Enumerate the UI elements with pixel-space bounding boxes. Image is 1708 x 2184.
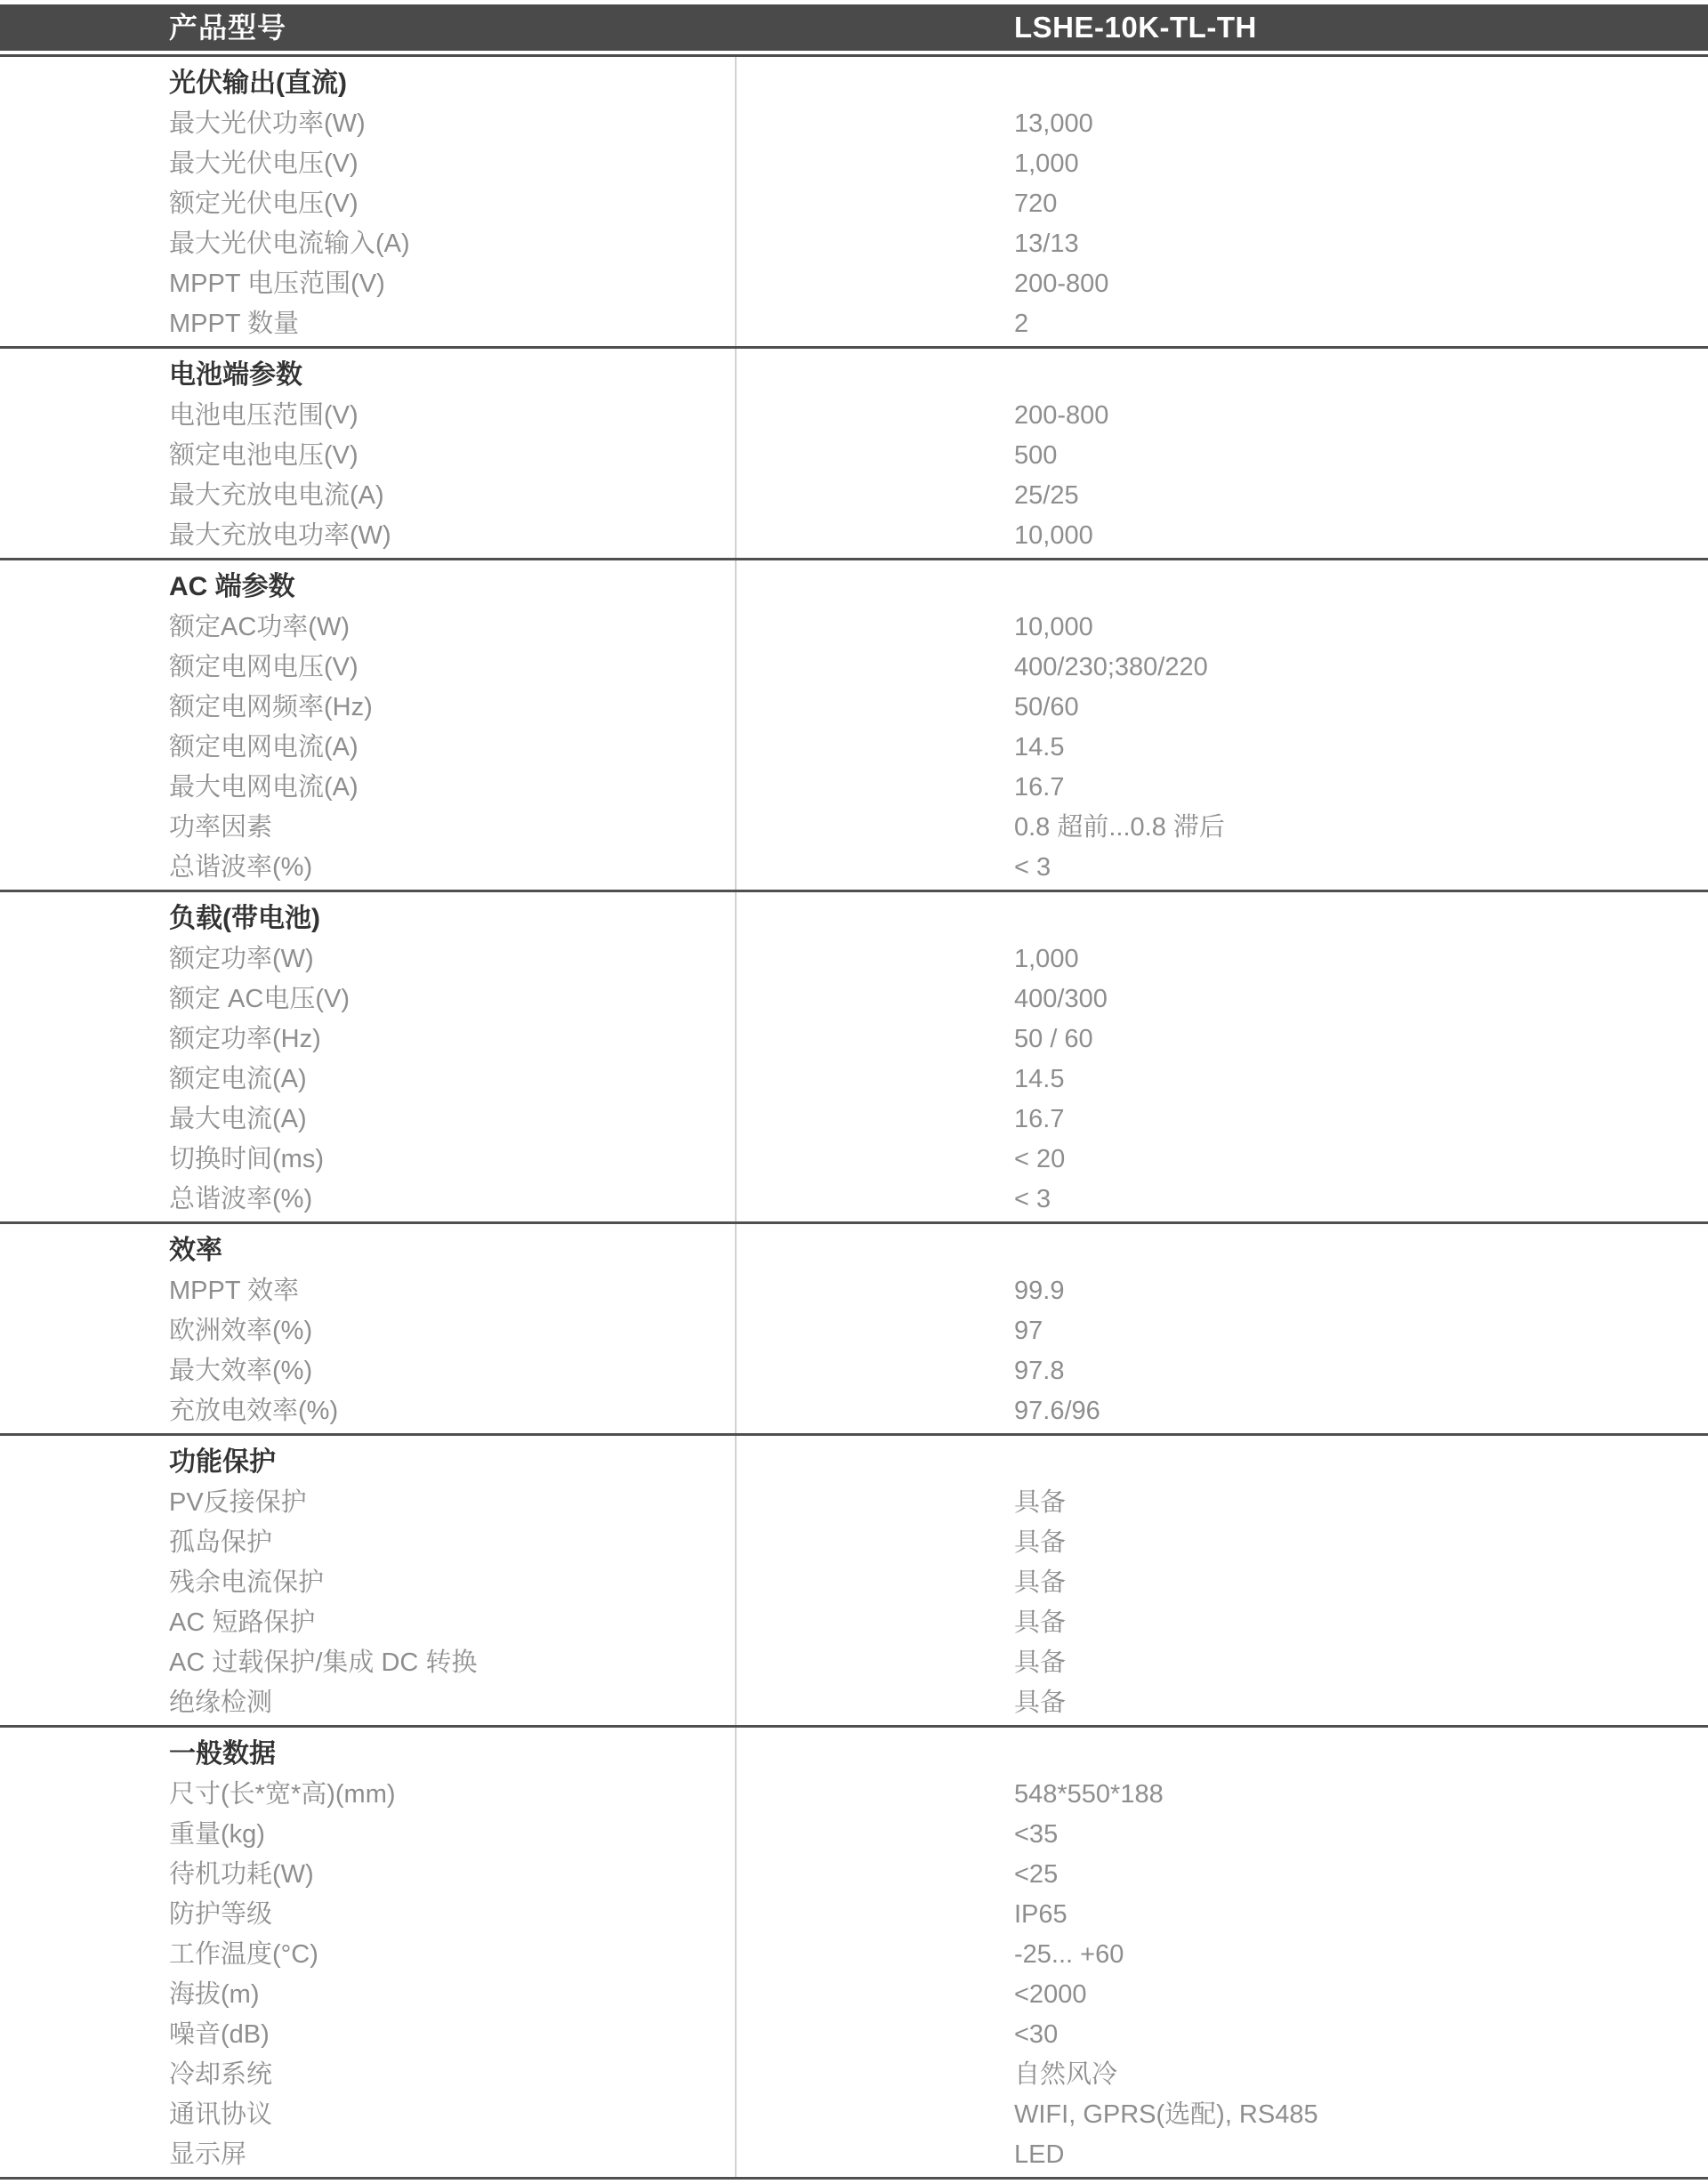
spec-value: < 20 xyxy=(1014,1145,1066,1173)
header-model-name: LSHE-10K-TL-TH xyxy=(1014,11,1257,44)
section-4 xyxy=(0,892,1708,1224)
spec-row xyxy=(0,1975,1708,2015)
spec-row xyxy=(0,1563,1708,1603)
spec-row xyxy=(0,1483,1708,1523)
spec-label: 工作温度(°C) xyxy=(169,1940,318,1969)
spec-row xyxy=(0,2015,1708,2055)
spec-row xyxy=(0,1643,1708,1683)
spec-value: <30 xyxy=(1014,2020,1059,2049)
spec-row xyxy=(0,1180,1708,1220)
section-title: AC 端参数 xyxy=(169,572,295,601)
spec-label: 功率因素 xyxy=(169,813,273,842)
spec-label: AC 过载保护/集成 DC 转换 xyxy=(169,1648,478,1677)
spec-label: 最大充放电电流(A) xyxy=(169,481,384,510)
spec-label: 通讯协议 xyxy=(169,2100,273,2129)
spec-value: 16.7 xyxy=(1014,1105,1065,1133)
spec-label: PV反接保护 xyxy=(169,1488,307,1517)
spec-label: 孤岛保护 xyxy=(169,1528,273,1557)
spec-label: 最大电流(A) xyxy=(169,1105,307,1133)
spec-sheet-page xyxy=(0,4,1708,2184)
spec-row xyxy=(0,1855,1708,1895)
spec-label: 额定光伏电压(V) xyxy=(169,189,359,218)
spec-value: 0.8 超前...0.8 滞后 xyxy=(1014,813,1225,842)
spec-row xyxy=(0,1603,1708,1643)
spec-label: 绝缘检测 xyxy=(169,1688,273,1717)
spec-value: 200-800 xyxy=(1014,270,1109,298)
spec-label: 残余电流保护 xyxy=(169,1568,325,1597)
spec-label: MPPT 效率 xyxy=(169,1277,300,1305)
spec-value: 具备 xyxy=(1014,1488,1067,1517)
section-title: 效率 xyxy=(169,1236,222,1265)
section-title: 光伏输出(直流) xyxy=(169,69,347,98)
spec-value: 10,000 xyxy=(1014,521,1093,550)
spec-value: 1,000 xyxy=(1014,149,1079,178)
section-7 xyxy=(0,1728,1708,2180)
section-6 xyxy=(0,1436,1708,1728)
section-title: 电池端参数 xyxy=(169,360,302,390)
section-3 xyxy=(0,560,1708,892)
spec-row xyxy=(0,1351,1708,1391)
spec-value: 自然风冷 xyxy=(1014,2060,1118,2089)
spec-value: 97 xyxy=(1014,1317,1043,1345)
spec-row xyxy=(0,104,1708,144)
header-param-col-label: 产品型号 xyxy=(169,12,287,44)
spec-row xyxy=(0,1391,1708,1431)
spec-label: 额定电网电流(A) xyxy=(169,733,359,762)
spec-row xyxy=(0,436,1708,476)
spec-label: 额定AC功率(W) xyxy=(169,613,350,641)
spec-row xyxy=(0,1140,1708,1180)
spec-label: 重量(kg) xyxy=(169,1820,265,1849)
spec-label: 待机功耗(W) xyxy=(169,1860,314,1889)
spec-row xyxy=(0,2055,1708,2095)
spec-row xyxy=(0,516,1708,556)
spec-label: 最大充放电功率(W) xyxy=(169,521,391,550)
spec-row xyxy=(0,1100,1708,1140)
table-header-bar xyxy=(0,4,1708,51)
spec-value: 13/13 xyxy=(1014,230,1079,258)
spec-label: 海拔(m) xyxy=(169,1980,260,2009)
spec-row xyxy=(0,939,1708,979)
spec-row xyxy=(0,848,1708,888)
section-title: 功能保护 xyxy=(169,1447,276,1477)
spec-value: <2000 xyxy=(1014,1980,1087,2009)
spec-value: 200-800 xyxy=(1014,401,1109,430)
spec-row xyxy=(0,476,1708,516)
spec-value: 具备 xyxy=(1014,1688,1067,1717)
spec-row xyxy=(0,688,1708,728)
spec-label: 充放电效率(%) xyxy=(169,1397,339,1425)
spec-row xyxy=(0,2095,1708,2135)
spec-label: 最大光伏功率(W) xyxy=(169,109,366,138)
spec-row xyxy=(0,1523,1708,1563)
spec-value: 50/60 xyxy=(1014,693,1079,721)
spec-value: 97.6/96 xyxy=(1014,1397,1100,1425)
spec-label: 额定电网频率(Hz) xyxy=(169,693,373,721)
spec-row xyxy=(0,304,1708,344)
spec-label: 额定功率(W) xyxy=(169,945,314,973)
spec-label: 欧洲效率(%) xyxy=(169,1317,313,1345)
spec-label: 最大光伏电压(V) xyxy=(169,149,359,178)
spec-label: 额定电网电压(V) xyxy=(169,653,359,681)
spec-value: 50 / 60 xyxy=(1014,1025,1093,1053)
spec-row xyxy=(0,1935,1708,1975)
spec-row xyxy=(0,1683,1708,1723)
spec-row xyxy=(0,396,1708,436)
spec-row xyxy=(0,264,1708,304)
spec-row xyxy=(0,1311,1708,1351)
spec-row xyxy=(0,1271,1708,1311)
spec-row xyxy=(0,1815,1708,1855)
spec-value: < 3 xyxy=(1014,1185,1051,1213)
spec-value: LED xyxy=(1014,2140,1065,2169)
spec-value: -25... +60 xyxy=(1014,1940,1124,1969)
spec-value: <35 xyxy=(1014,1820,1059,1849)
spec-label: 尺寸(长*宽*高)(mm) xyxy=(169,1780,396,1809)
spec-label: MPPT 数量 xyxy=(169,310,300,338)
spec-row xyxy=(0,1895,1708,1935)
spec-label: 冷却系统 xyxy=(169,2060,273,2089)
spec-label: 电池电压范围(V) xyxy=(169,401,359,430)
spec-label: 噪音(dB) xyxy=(169,2020,270,2049)
spec-label: 额定 AC电压(V) xyxy=(169,985,350,1013)
spec-label: 最大效率(%) xyxy=(169,1357,313,1385)
spec-value: 具备 xyxy=(1014,1568,1067,1597)
spec-label: 总谐波率(%) xyxy=(169,853,313,882)
spec-label: 额定电池电压(V) xyxy=(169,441,359,470)
spec-value: 具备 xyxy=(1014,1648,1067,1677)
spec-value: < 3 xyxy=(1014,853,1051,882)
spec-label: 最大光伏电流输入(A) xyxy=(169,230,410,258)
spec-value: 400/300 xyxy=(1014,985,1108,1013)
spec-row xyxy=(0,2135,1708,2175)
spec-value: WIFI, GPRS(选配), RS485 xyxy=(1014,2100,1318,2129)
spec-value: 具备 xyxy=(1014,1528,1067,1557)
spec-value: 13,000 xyxy=(1014,109,1093,138)
spec-table xyxy=(0,57,1708,2180)
spec-row xyxy=(0,1775,1708,1815)
section-2 xyxy=(0,349,1708,560)
spec-value: 16.7 xyxy=(1014,773,1065,802)
spec-row xyxy=(0,608,1708,648)
spec-label: 防护等级 xyxy=(169,1900,273,1929)
spec-row xyxy=(0,728,1708,768)
spec-row xyxy=(0,768,1708,808)
spec-value: 14.5 xyxy=(1014,1065,1065,1093)
spec-value: IP65 xyxy=(1014,1900,1068,1929)
spec-value: 720 xyxy=(1014,189,1058,218)
spec-label: 额定功率(Hz) xyxy=(169,1025,321,1053)
spec-row xyxy=(0,144,1708,184)
spec-row xyxy=(0,184,1708,224)
spec-row xyxy=(0,648,1708,688)
spec-label: 显示屏 xyxy=(169,2140,247,2169)
spec-value: <25 xyxy=(1014,1860,1059,1889)
spec-label: 额定电流(A) xyxy=(169,1065,307,1093)
spec-row xyxy=(0,808,1708,848)
spec-row xyxy=(0,224,1708,264)
spec-label: AC 短路保护 xyxy=(169,1608,316,1637)
spec-value: 99.9 xyxy=(1014,1277,1065,1305)
spec-value: 548*550*188 xyxy=(1014,1780,1164,1809)
spec-label: MPPT 电压范围(V) xyxy=(169,270,385,298)
spec-value: 10,000 xyxy=(1014,613,1093,641)
spec-value: 25/25 xyxy=(1014,481,1079,510)
spec-label: 切换时间(ms) xyxy=(169,1145,324,1173)
spec-value: 500 xyxy=(1014,441,1058,470)
spec-value: 1,000 xyxy=(1014,945,1079,973)
spec-value: 14.5 xyxy=(1014,733,1065,762)
spec-value: 97.8 xyxy=(1014,1357,1065,1385)
section-title: 一般数据 xyxy=(169,1739,276,1769)
spec-label: 总谐波率(%) xyxy=(169,1185,313,1213)
spec-row xyxy=(0,1060,1708,1100)
spec-row xyxy=(0,1019,1708,1060)
section-title: 负载(带电池) xyxy=(169,904,320,933)
spec-value: 具备 xyxy=(1014,1608,1067,1637)
spec-label: 最大电网电流(A) xyxy=(169,773,359,802)
section-5 xyxy=(0,1224,1708,1436)
spec-value: 2 xyxy=(1014,310,1029,338)
section-1 xyxy=(0,57,1708,349)
spec-row xyxy=(0,979,1708,1019)
spec-value: 400/230;380/220 xyxy=(1014,653,1208,681)
